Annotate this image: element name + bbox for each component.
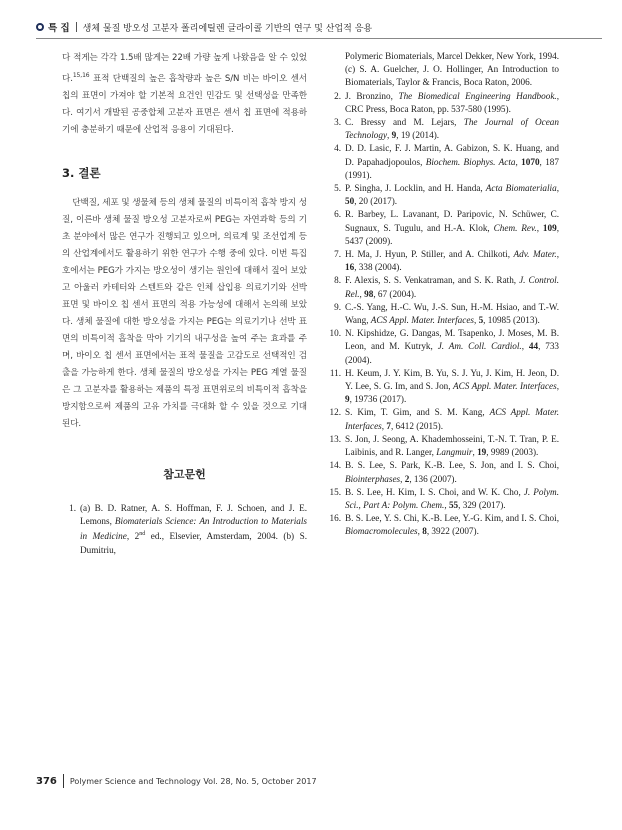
reference-item: 5. P. Singha, J. Locklin, and H. Handa, Acta Biomaterialia, 50, 20 (2017). [334,183,559,207]
reference-list [327,90,559,539]
reference-item: 7. H. Ma, J. Hyun, P. Stiller, and A. Chilkoti, Adv. Mater., 16, 338 (2004). [334,249,559,273]
footer-divider [63,774,64,788]
reference-item: 6. R. Barbey, L. Lavanant, D. Paripovic, N. Schüwer, C. Sugnaux, S. Tugulu, and H.-A. Klok, Chem. Rev., 109, 5437 (2009). [334,209,559,246]
page-footer [36,774,317,788]
reference-item: 12. S. Kim, T. Gim, and S. M. Kang, ACS Appl. Mater. Interfaces, 7, 6412 (2015). [329,407,559,431]
reference-item: 10. N. Kipshidze, G. Dangas, M. Tsapenko, J. Moses, M. B. Leon, and M. Kutryk, J. Am. Coll. Cardiol., 44, 733 (2004). [329,328,560,365]
reference-item: 15. B. S. Lee, H. Kim, I. S. Choi, and W. K. Cho, J. Polym. Sci., Part A: Polym. Chem., 55, 329 (2017). [329,486,559,510]
page-number: 376 [36,775,57,787]
reference-continuation: Polymeric Biomaterials, Marcel Dekker, New York, 1994. (c) S. A. Guelcher, J. O. Hollinger, An Introduction to Biomaterials, Taylor & Francis, Boca Raton, 2006. [345,51,559,88]
section-heading-conclusion: 3. 결론 [62,165,101,180]
reference-item: 1. (a) B. D. Ratner, A. S. Hoffman, F. J. Schoen, and J. E. Lemons, Biomaterials Science: An Introduction to Materials in Medicine, 2nd ed., Elsevier, Amsterdam, 2004. (b) S. Dumitriu, [69,502,308,555]
reference-item: 8. F. Alexis, S. S. Venkatraman, and S. K. Rath, J. Control. Rel., 98, 67 (2004). [334,275,560,299]
header-divider [76,22,77,32]
references-heading: 참고문헌 [163,467,206,481]
paragraph-intro: 다 적게는 각각 1.5배 많게는 22배 가량 높게 나왔음을 알 수 있었다.$^{15,16}$ 표적 단백질의 높은 흡착량과 높은 S/N 비는 바이오 센서 칩의 표면이 가져야 할 기본적 요건인 민감도 및 선택성을 만족한다. 여기서 개발된 공중합체 고분자 표면은 센서 칩 표면에 적용하기에 충분하기 때문에 산업적 응용이 기대된다. [62,53,307,135]
running-header [36,16,602,38]
left-column [62,50,307,557]
right-column [327,50,559,539]
reference-item: 9. C.-S. Yang, H.-C. Wu, J.-S. Sun, H.-M. Hsiao, and T.-W. Wang, ACS Appl. Mater. Interfaces, 5, 10985 (2013). [334,301,559,326]
reference-item: 14. B. S. Lee, S. Park, K.-B. Lee, S. Jon, and I. S. Choi, Biointerphases, 2, 136 (2007). [329,460,559,484]
header-title: 생체 물질 방오성 고분자 폴리에틸렌 글라이콜 기반의 연구 및 산업적 응용 [82,23,373,34]
reference-item: 4. D. D. Lasic, F. J. Martin, A. Gabizon, S. K. Huang, and D. Papahadjopoulos, Biochem. Biophys. Acta, 1070, 187 (1991). [334,143,559,180]
journal-info: Polymer Science and Technology Vol. 28, No. 5, October 2017 [69,776,317,786]
header-label: 특 집 [48,23,70,34]
bullet-icon [36,23,44,31]
paragraph-conclusion: 단백질, 세포 및 생물체 등의 생체 물질의 비특이적 흡착 방지 성질, 이른바 생체 물질 방오성 고분자로써 PEG는 자연과학 등의 기초 분야에서 많은 연구가 진행되고 있으며, 의료계 및 조선업계 등의 산업계에서도 활용하기 위한 연구가 수행 중에 있다. 이번 특집호에서는 PEG가 가지는 방오성이 생기는 원인에 대해서 짚어 보았고 아울러 카테터와 스텐트와 같은 인체 삽입용 의료기기와 선박 표면 및 바이오 칩 센서 표면의 적용 가능성에 대해서 논의해 보았다. 생체 물질에 대한 방오성을 가지는 PEG는 의료기기나 선박 표면의 비특이적 흡착을 막아 기기의 내구성을 높여 주는 효과를 주며, 바이오 칩 센서 표면에서는 표적 물질을 고감도로 선택적인 검출을 가능하게 한다. 생체 물질의 방오성을 가지는 PEG 계열 물질은 그 고분자를 활용하는 제품의 특정 표면위로의 비특이적 흡착을 방지함으로써 제품의 고유 가치를 극대화 할 수 있을 것으로 기대된다. [62,197,307,429]
reference-item: 11. H. Keum, J. Y. Kim, B. Yu, S. J. Yu, J. Kim, H. Jeon, D. Y. Lee, S. G. Im, and S. Jon, ACS Appl. Mater. Interfaces, 9, 19736 (2017). [329,367,559,405]
reference-item: 13. S. Jon, J. Seong, A. Khademhosseini, T.-N. T. Tran, P. E. Laibinis, and R. Langer, Langmuir, 19, 9989 (2003). [329,433,559,458]
reference-item: 2. J. Bronzino, The Biomedical Engineering Handbook., CRC Press, Boca Raton, pp. 537-580 (1995). [334,90,559,114]
header-rule [36,38,602,39]
reference-item: 16. B. S. Lee, Y. S. Chi, K.-B. Lee, Y.-G. Kim, and I. S. Choi, Biomacromolecules, 8, 3922 (2007). [329,513,559,537]
reference-item: 3. C. Bressy and M. Lejars, The Journal of Ocean Technology, 9, 19 (2014). [334,117,559,141]
